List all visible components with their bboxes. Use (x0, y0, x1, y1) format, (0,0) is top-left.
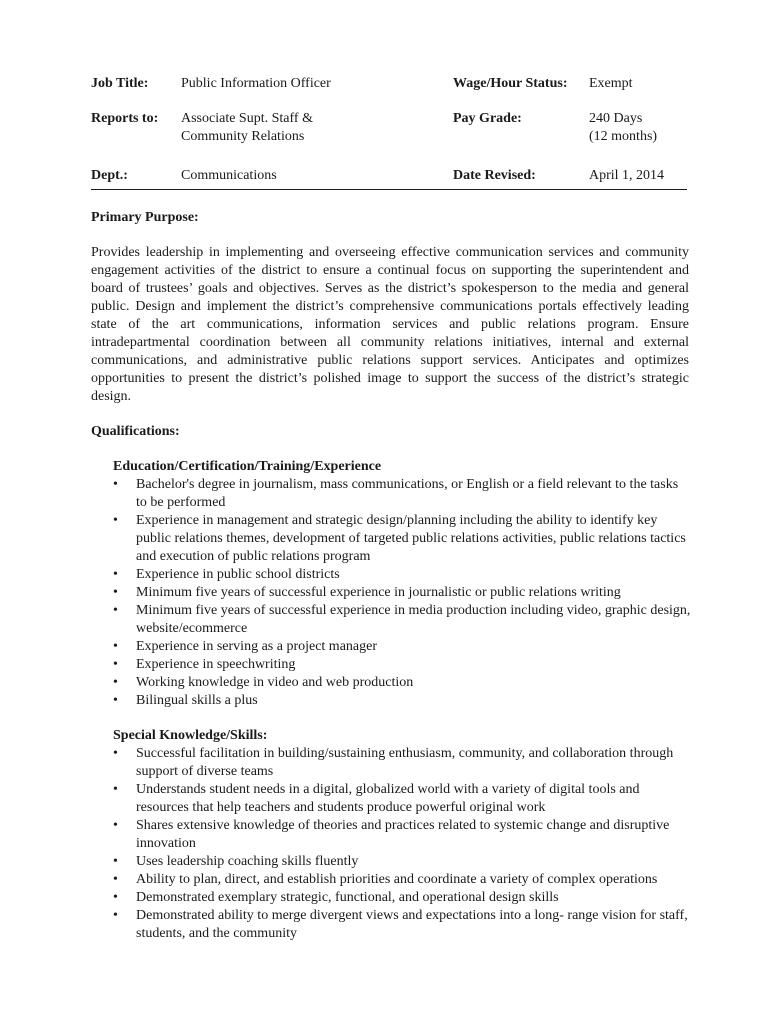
pay-grade-line-1: 240 Days (589, 111, 643, 126)
list-item-text: Bachelor's degree in journalism, mass communications, or English or a field relevant to the tasks to be performed (136, 477, 679, 510)
list-item-text: Ability to plan, direct, and establish priorities and coordinate a variety of complex operations (136, 872, 658, 887)
bullet-icon: • (113, 639, 118, 654)
special-skills-title: Special Knowledge/Skills: (113, 728, 268, 743)
wage-status-value: Exempt (589, 76, 633, 91)
list-item-text: Working knowledge in video and web production (136, 675, 414, 690)
bullet-icon: • (113, 513, 118, 528)
list-item (113, 566, 691, 584)
dept-label: Dept.: (91, 168, 128, 183)
list-item-text: Experience in speechwriting (136, 657, 296, 672)
bullet-icon: • (113, 782, 118, 797)
qualifications-title: Qualifications: (91, 424, 180, 439)
list-item-text: Minimum five years of successful experience in journalistic or public relations writing (136, 585, 621, 600)
list-item-text: Demonstrated exemplary strategic, functional, and operational design skills (136, 890, 559, 905)
job-description-page (91, 75, 689, 943)
pay-grade-label: Pay Grade: (453, 111, 522, 126)
bullet-icon: • (113, 693, 118, 708)
list-item-text: Shares extensive knowledge of theories and practices related to systemic change and disruptive innovation (136, 818, 670, 851)
pay-grade-line-2: (12 months) (589, 129, 658, 144)
education-list (113, 476, 689, 710)
reports-to-line-1: Associate Supt. Staff & (181, 111, 313, 126)
list-item (113, 512, 691, 566)
list-item-text: Experience in management and strategic design/planning including the ability to identify key public relations themes, development of targeted public relations activities, public relations tactics and execution of public relations program (136, 513, 686, 564)
reports-to-value (181, 110, 313, 146)
list-item-text: Experience in serving as a project manager (136, 639, 378, 654)
list-item (113, 638, 691, 656)
bullet-icon: • (113, 603, 118, 618)
header-row-job-title (91, 75, 689, 93)
list-item-text: Uses leadership coaching skills fluently (136, 854, 359, 869)
job-title-label: Job Title: (91, 76, 149, 91)
bullet-icon: • (113, 657, 118, 672)
bullet-icon: • (113, 477, 118, 492)
special-skills-list (113, 745, 689, 943)
date-revised-label: Date Revised: (453, 168, 536, 183)
bullet-icon: • (113, 908, 118, 923)
list-item (113, 871, 691, 889)
dept-value: Communications (181, 168, 277, 183)
reports-to-line-2: Community Relations (181, 129, 305, 144)
bullet-icon: • (113, 890, 118, 905)
job-title-value: Public Information Officer (181, 76, 331, 91)
bullet-icon: • (113, 585, 118, 600)
wage-status-label: Wage/Hour Status: (453, 76, 568, 91)
list-item (113, 781, 691, 817)
bullet-icon: • (113, 854, 118, 869)
primary-purpose-title: Primary Purpose: (91, 210, 199, 225)
reports-to-label: Reports to: (91, 111, 159, 126)
list-item (113, 907, 691, 943)
list-item (113, 745, 691, 781)
pay-grade-value (589, 110, 657, 146)
list-item (113, 674, 691, 692)
bullet-icon: • (113, 872, 118, 887)
list-item-text: Demonstrated ability to merge divergent views and expectations into a long- range vision for staff, students, and the community (136, 908, 688, 941)
date-revised-value: April 1, 2014 (589, 168, 665, 183)
header-row-dept (91, 167, 689, 185)
bullet-icon: • (113, 675, 118, 690)
primary-purpose-text: Provides leadership in implementing and overseeing effective communication services and community engagement activities of the district to ensure a continual focus on supporting the superintendent and board of trustees’ goals and objectives. Serves as the district’s spokesperson to the media and general public. Design and implement the district’s comprehensive communications portals effectively leading state of the art communications, information services and public relations program. Ensure intradepartmental coordination between all community relations initiatives, internal and external communications, and administrative public relations support services. Anticipates and optimizes opportunities to present the district’s polished image to support the success of the district’s strategic design. (91, 245, 689, 404)
education-title: Education/Certification/Training/Experience (113, 459, 382, 474)
list-item-text: Understands student needs in a digital, globalized world with a variety of digital tools and resources that help teachers and students produce powerful original work (136, 782, 640, 815)
bullet-icon: • (113, 818, 118, 833)
list-item-text: Experience in public school districts (136, 567, 340, 582)
list-item (113, 602, 691, 638)
bullet-icon: • (113, 746, 118, 761)
list-item-text: Minimum five years of successful experience in media production including video, graphic design, website/ecommerce (136, 603, 691, 636)
list-item (113, 853, 691, 871)
list-item (113, 889, 691, 907)
list-item-text: Bilingual skills a plus (136, 693, 258, 708)
list-item-text: Successful facilitation in building/sustaining enthusiasm, community, and collaboration through support of diverse teams (136, 746, 674, 779)
education-section (113, 458, 689, 943)
list-item (113, 476, 691, 512)
list-item (113, 817, 691, 853)
list-item (113, 656, 691, 674)
list-item (113, 584, 691, 602)
list-item (113, 692, 691, 710)
header-row-reports-to (91, 110, 689, 146)
bullet-icon: • (113, 567, 118, 582)
